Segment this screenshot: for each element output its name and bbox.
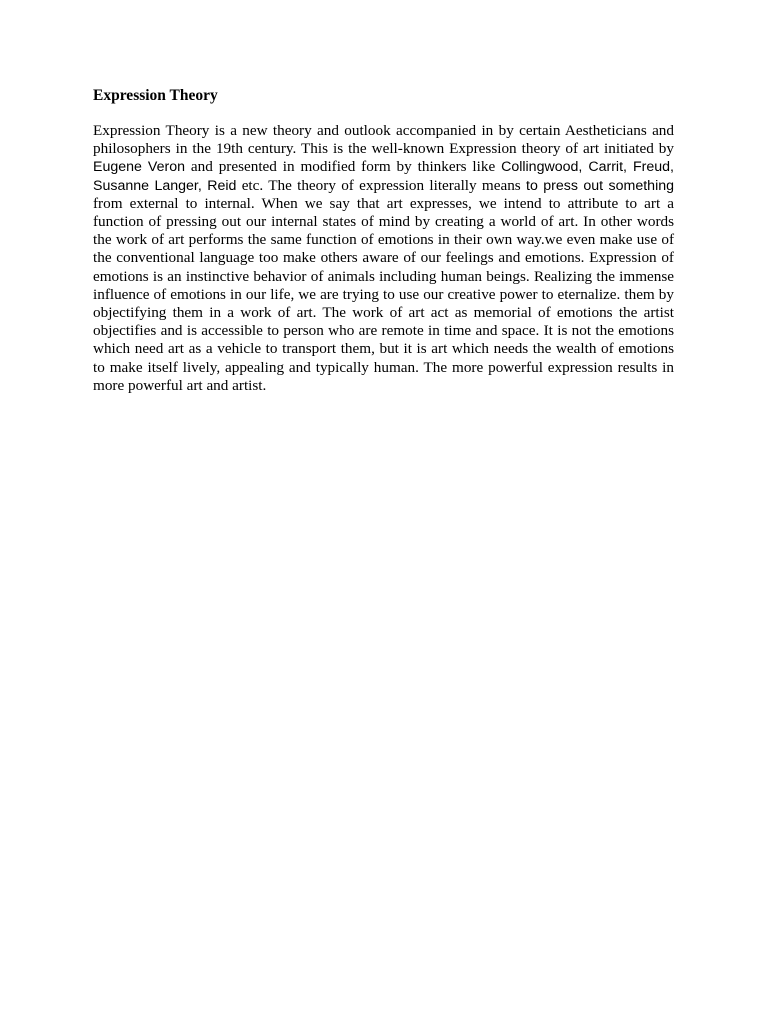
name-eugene-veron: Eugene Veron [93, 159, 186, 176]
text-run-2: and presented in modified form by thinkers like [185, 158, 502, 176]
document-content [93, 86, 674, 395]
text-run-4: from external to internal. When we say that art expresses, we intend to attribute to art a function of pressing out our internal states of mind by creating a world of art. In other words the work of art performs the same function of emotions in their own way.we even make use of the conventional language too make others aware of our feelings and emotions. Expression of emotions is an instinctive behavior of animals including human beings. Realizing the immense influence of emotions in our life, we are trying to use our creative power to eternalize. them by objectifying them in a work of art. The work of art act as memorial of emotions the artist objectifies and is accessible to person who are remote in time and space. It is not the emotions which need art as a vehicle to transport them, but it is art which needs the wealth of emotions to make itself lively, appealing and typically human. The more powerful expression results in more powerful art and artist. [93, 194, 674, 394]
phrase-press-out: to press out something [526, 177, 675, 194]
text-run-1: Expression Theory is a new theory and outlook accompanied in by certain Aestheticians and philosophers in the 19th century. This is the well-known Expression theory of art initiated by [93, 122, 674, 158]
body-paragraph [93, 122, 674, 395]
names-thinkers: Collingwood, Carrit, Freud, Susanne Langer, Reid [93, 159, 674, 194]
section-heading: Expression Theory [93, 87, 218, 104]
text-run-3: etc. The theory of expression literally means [236, 176, 526, 194]
